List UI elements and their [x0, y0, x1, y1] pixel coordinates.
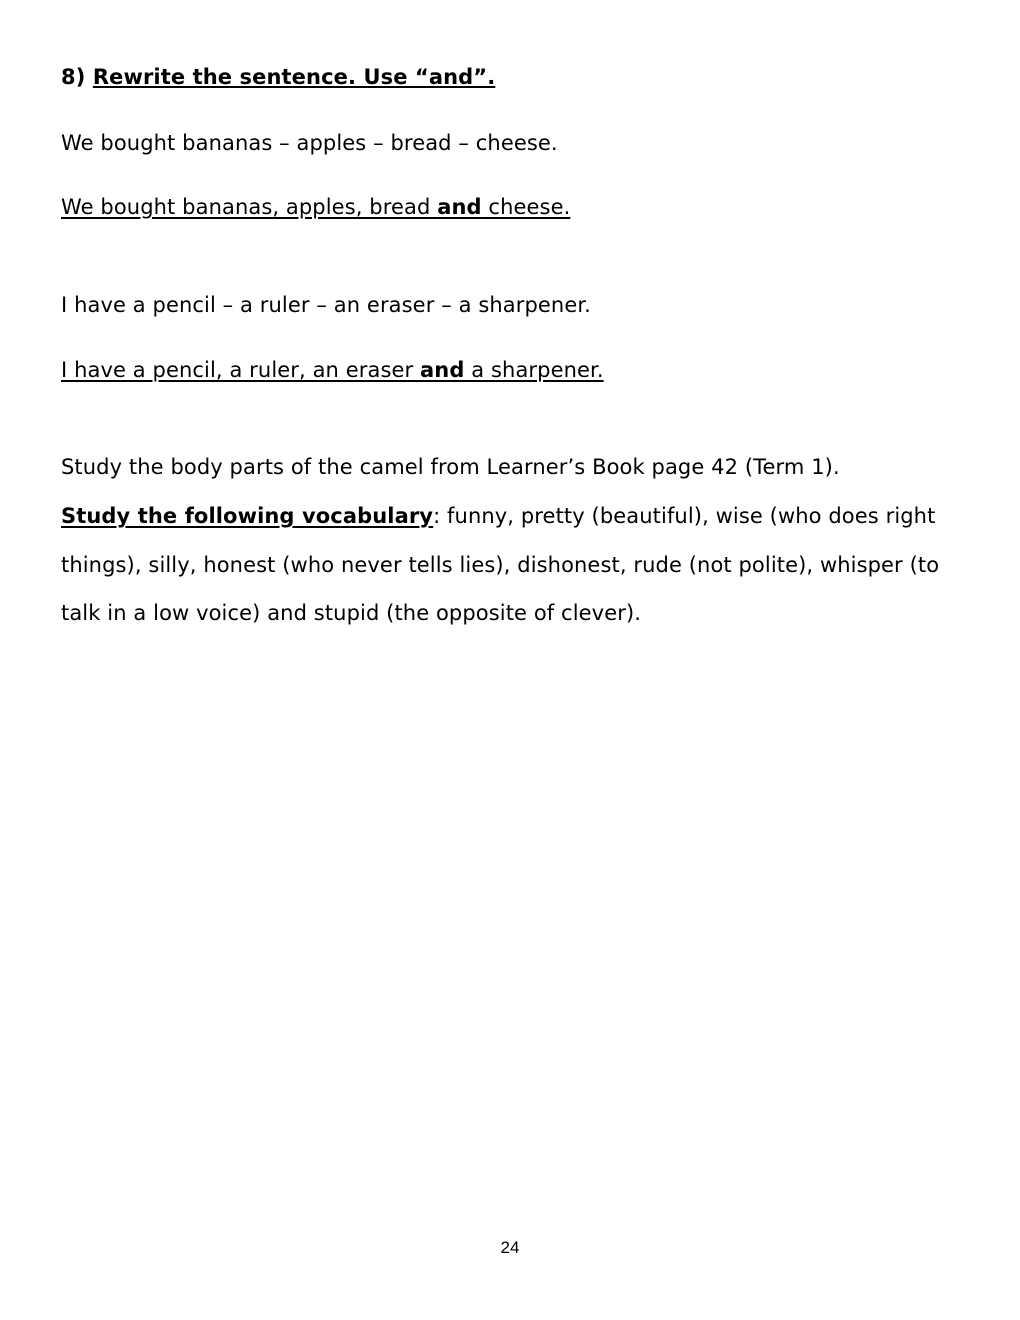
- study-body-parts: Study the body parts of the camel from Learner’s Book page 42 (Term 1).: [61, 455, 840, 479]
- study-vocab-line-3: talk in a low voice) and stupid (the opposite of clever).: [61, 601, 642, 625]
- exercise2-answer-after: a sharpener.: [464, 358, 604, 382]
- exercise2-answer-before: I have a pencil, a ruler, an eraser: [61, 358, 421, 382]
- study-vocab-line-1: [61, 502, 935, 530]
- exercise1-answer-after: cheese.: [481, 195, 571, 219]
- question-instruction: Rewrite the sentence. Use “and”.: [92, 65, 496, 89]
- exercise1-answer-before: We bought bananas, apples, bread: [61, 195, 438, 219]
- vocab-label: Study the following vocabulary: [61, 504, 434, 528]
- page-number: 24: [500, 1238, 520, 1257]
- exercise1-answer-conjunction: and: [437, 195, 482, 219]
- exercise1-answer: [61, 193, 570, 221]
- question-heading: [61, 63, 495, 91]
- exercise1-prompt: We bought bananas – apples – bread – cheese.: [61, 131, 558, 155]
- exercise2-prompt: I have a pencil – a ruler – an eraser – a sharpener.: [61, 293, 591, 317]
- vocab-text-1: : funny, pretty (beautiful), wise (who does right: [433, 504, 936, 528]
- exercise2-answer: [61, 356, 604, 384]
- exercise2-answer-conjunction: and: [420, 358, 465, 382]
- question-number: 8): [61, 65, 86, 89]
- study-vocab-line-2: things), silly, honest (who never tells lies), dishonest, rude (not polite), whisper (to: [61, 553, 940, 577]
